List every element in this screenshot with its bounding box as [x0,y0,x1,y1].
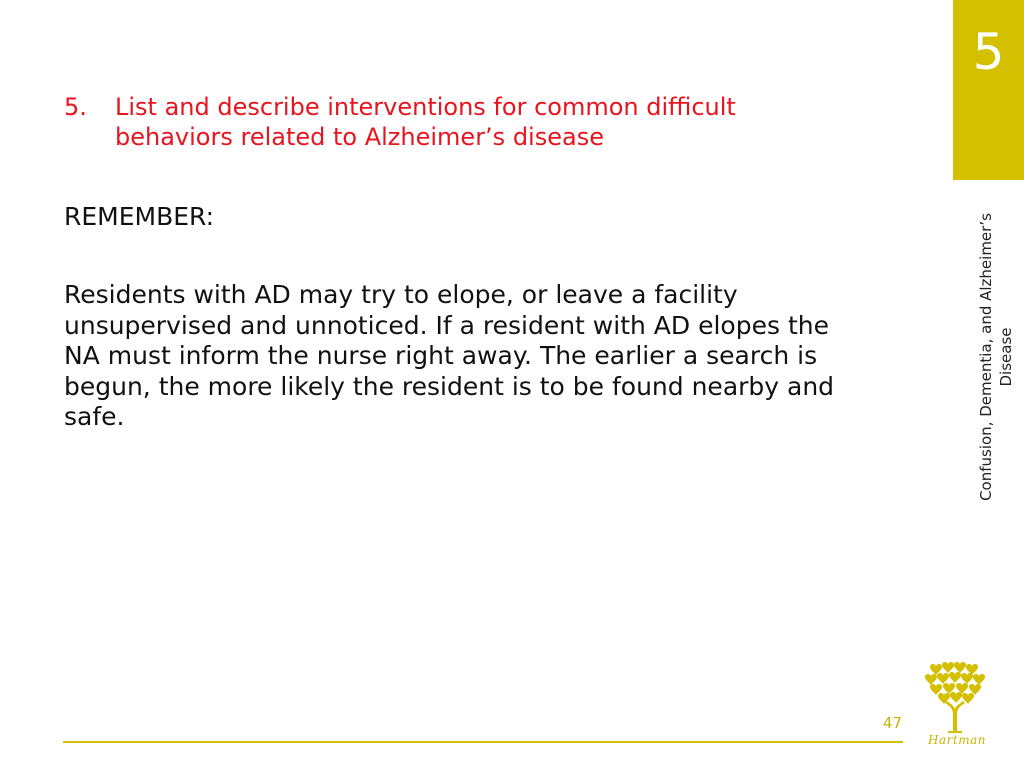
objective-number: 5. [64,93,87,121]
chapter-title [976,202,1016,512]
page-number: 47 [882,714,902,732]
chapter-title-line: Confusion, Dementia, and Alzheimer’s [977,213,995,501]
body-line: NA must inform the nurse right away. The earlier a search is [64,341,818,370]
remember-label: REMEMBER: [64,202,215,231]
footer-divider [63,741,903,743]
brand-wordmark: Hartman [928,733,986,747]
learning-objective [64,92,884,152]
body-paragraph [64,280,924,433]
body-line: unsupervised and unnoticed. If a resident with AD elopes the [64,310,829,340]
body-line: safe. [64,402,125,431]
body-line: begun, the more likely the resident is to be found nearby and [64,371,835,401]
objective-line: behaviors related to Alzheimer’s disease [115,123,604,151]
objective-text [115,92,884,152]
body-line: Residents with AD may try to elope, or leave a facility [64,280,738,309]
objective-line: List and describe interventions for common difficult [115,93,736,121]
chapter-number: 5 [972,23,1005,81]
chapter-title-line: Disease [997,327,1015,387]
chapter-tab [953,0,1024,180]
